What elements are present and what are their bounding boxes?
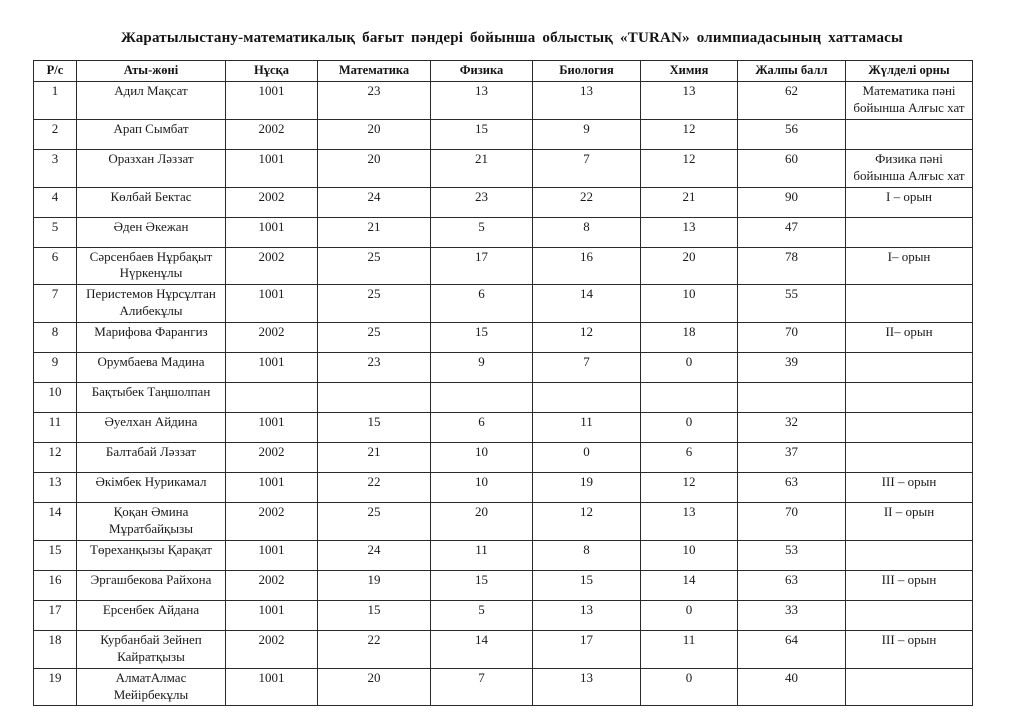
table-cell: Математика пәні бойынша Алғыс хат	[846, 82, 973, 120]
table-cell: 2	[34, 119, 77, 149]
table-cell: II– орын	[846, 323, 973, 353]
table-cell: 1001	[226, 149, 318, 187]
table-cell: 63	[738, 570, 846, 600]
table-row	[34, 323, 973, 353]
table-cell: Сәрсенбаев Нұрбақыт Нүркенұлы	[77, 247, 226, 285]
table-cell: 12	[641, 149, 738, 187]
table-row	[34, 149, 973, 187]
table-cell: Оразхан Ләззат	[77, 149, 226, 187]
table-cell: 10	[641, 285, 738, 323]
table-cell: 13	[34, 473, 77, 503]
table-cell: Адил Мақсат	[77, 82, 226, 120]
table-cell: 2002	[226, 323, 318, 353]
table-cell: 2002	[226, 503, 318, 541]
column-header-2: Нұсқа	[226, 61, 318, 82]
table-cell: 1001	[226, 540, 318, 570]
table-cell: III – орын	[846, 570, 973, 600]
table-cell: 2002	[226, 119, 318, 149]
table-cell: Төреханқызы Қарақат	[77, 540, 226, 570]
table-cell: 2002	[226, 247, 318, 285]
table-cell: 78	[738, 247, 846, 285]
table-cell: 23	[431, 187, 533, 217]
table-cell	[846, 540, 973, 570]
olympiad-results-table	[33, 60, 973, 706]
table-cell: 12	[533, 323, 641, 353]
table-cell: Эргашбекова Райхона	[77, 570, 226, 600]
table-cell: 20	[318, 119, 431, 149]
table-cell: 63	[738, 473, 846, 503]
table-cell: Әкімбек Нурикамал	[77, 473, 226, 503]
table-cell: 6	[431, 413, 533, 443]
table-cell: 23	[318, 82, 431, 120]
table-cell	[846, 119, 973, 149]
table-cell: 11	[533, 413, 641, 443]
table-cell: 11	[431, 540, 533, 570]
table-cell	[846, 217, 973, 247]
table-cell: 13	[641, 217, 738, 247]
table-cell: Балтабай Ләззат	[77, 443, 226, 473]
table-cell: 33	[738, 600, 846, 630]
table-cell: 9	[533, 119, 641, 149]
table-row	[34, 540, 973, 570]
table-cell: 13	[533, 668, 641, 706]
table-cell: 13	[641, 82, 738, 120]
column-header-8: Жүлделі орны	[846, 61, 973, 82]
table-cell: 22	[533, 187, 641, 217]
table-cell: 0	[641, 668, 738, 706]
table-cell: 23	[318, 353, 431, 383]
table-cell: 32	[738, 413, 846, 443]
table-cell: I – орын	[846, 187, 973, 217]
table-cell: Перистемов Нұрсұлтан Алибекұлы	[77, 285, 226, 323]
table-cell: 15	[533, 570, 641, 600]
table-cell: 4	[34, 187, 77, 217]
table-row	[34, 443, 973, 473]
table-cell: 15	[431, 323, 533, 353]
table-cell: 22	[318, 630, 431, 668]
table-cell: Бақтыбек Таңшолпан	[77, 383, 226, 413]
table-cell: 15	[431, 570, 533, 600]
table-cell: 17	[533, 630, 641, 668]
table-row	[34, 285, 973, 323]
table-cell: 20	[641, 247, 738, 285]
table-cell: 40	[738, 668, 846, 706]
table-cell: 15	[318, 600, 431, 630]
table-cell: 12	[34, 443, 77, 473]
table-cell: 7	[533, 149, 641, 187]
table-cell	[846, 668, 973, 706]
table-cell	[226, 383, 318, 413]
table-cell: 8	[533, 540, 641, 570]
table-cell: 7	[431, 668, 533, 706]
table-cell: 15	[431, 119, 533, 149]
table-cell: 11	[34, 413, 77, 443]
table-cell: 2002	[226, 187, 318, 217]
table-cell: 14	[34, 503, 77, 541]
table-cell	[846, 443, 973, 473]
table-cell: 7	[34, 285, 77, 323]
table-body	[34, 82, 973, 706]
table-cell: 1001	[226, 413, 318, 443]
table-cell: II – орын	[846, 503, 973, 541]
table-cell	[846, 353, 973, 383]
table-cell	[846, 600, 973, 630]
table-cell: 12	[533, 503, 641, 541]
table-cell: 20	[318, 149, 431, 187]
table-cell: 13	[533, 600, 641, 630]
table-cell: 55	[738, 285, 846, 323]
table-cell: 6	[641, 443, 738, 473]
table-cell: Көлбай Бектас	[77, 187, 226, 217]
table-cell: 13	[641, 503, 738, 541]
table-cell: 20	[431, 503, 533, 541]
table-cell: 60	[738, 149, 846, 187]
table-row	[34, 473, 973, 503]
table-cell: 56	[738, 119, 846, 149]
table-cell	[846, 383, 973, 413]
table-row	[34, 187, 973, 217]
table-cell: 21	[431, 149, 533, 187]
table-cell: Ерсенбек Айдана	[77, 600, 226, 630]
table-cell: 47	[738, 217, 846, 247]
table-cell: 5	[34, 217, 77, 247]
table-cell: 14	[431, 630, 533, 668]
table-cell	[738, 383, 846, 413]
table-cell: 39	[738, 353, 846, 383]
table-cell	[846, 285, 973, 323]
table-cell: 19	[34, 668, 77, 706]
table-cell: 62	[738, 82, 846, 120]
table-cell: 11	[641, 630, 738, 668]
table-cell: 6	[34, 247, 77, 285]
table-cell: 16	[533, 247, 641, 285]
table-cell: III – орын	[846, 473, 973, 503]
table-cell: 15	[34, 540, 77, 570]
table-cell: 5	[431, 600, 533, 630]
table-cell: 8	[34, 323, 77, 353]
table-cell: 1001	[226, 600, 318, 630]
column-header-5: Биология	[533, 61, 641, 82]
table-cell: 1001	[226, 353, 318, 383]
column-header-1: Аты-жөні	[77, 61, 226, 82]
table-cell: 5	[431, 217, 533, 247]
table-cell: 15	[318, 413, 431, 443]
table-cell: 10	[431, 443, 533, 473]
table-cell: 24	[318, 540, 431, 570]
column-header-6: Химия	[641, 61, 738, 82]
table-row	[34, 413, 973, 443]
table-cell: 25	[318, 323, 431, 353]
table-cell: 14	[641, 570, 738, 600]
table-cell: 25	[318, 247, 431, 285]
table-row	[34, 630, 973, 668]
table-cell: 17	[431, 247, 533, 285]
table-cell: I– орын	[846, 247, 973, 285]
table-cell: 0	[641, 353, 738, 383]
table-cell: 20	[318, 668, 431, 706]
table-cell	[431, 383, 533, 413]
table-cell	[318, 383, 431, 413]
table-cell: 12	[641, 119, 738, 149]
table-cell: 37	[738, 443, 846, 473]
table-cell: 10	[34, 383, 77, 413]
table-cell: Физика пәні бойынша Алғыс хат	[846, 149, 973, 187]
table-cell: 90	[738, 187, 846, 217]
table-cell	[846, 413, 973, 443]
table-cell: 18	[641, 323, 738, 353]
table-cell	[533, 383, 641, 413]
column-header-4: Физика	[431, 61, 533, 82]
table-cell: 70	[738, 323, 846, 353]
table-cell: 1001	[226, 473, 318, 503]
table-cell: 18	[34, 630, 77, 668]
table-cell: Қоқан Әмина Мұратбайқызы	[77, 503, 226, 541]
table-cell: III – орын	[846, 630, 973, 668]
table-cell: 22	[318, 473, 431, 503]
column-header-0: Р/с	[34, 61, 77, 82]
table-cell: 53	[738, 540, 846, 570]
table-cell: 64	[738, 630, 846, 668]
table-header-row	[34, 61, 973, 82]
table-cell: 17	[34, 600, 77, 630]
table-row	[34, 82, 973, 120]
table-row	[34, 570, 973, 600]
table-cell: 9	[431, 353, 533, 383]
table-cell: 2002	[226, 443, 318, 473]
table-cell: 1001	[226, 217, 318, 247]
table-cell: 0	[641, 413, 738, 443]
page-title: Жаратылыстану-математикалық бағыт пәндері бойынша облыстық «TURAN» олимпиадасының хаттамасы	[121, 30, 903, 46]
table-row	[34, 600, 973, 630]
table-cell: Арап Сымбат	[77, 119, 226, 149]
table-row	[34, 353, 973, 383]
table-cell: 1001	[226, 82, 318, 120]
table-cell: 12	[641, 473, 738, 503]
table-row	[34, 668, 973, 706]
table-cell: 0	[533, 443, 641, 473]
table-cell: 9	[34, 353, 77, 383]
table-cell: Курбанбай Зейнеп Кайратқызы	[77, 630, 226, 668]
table-row	[34, 119, 973, 149]
table-row	[34, 217, 973, 247]
table-cell: 7	[533, 353, 641, 383]
table-cell: 13	[533, 82, 641, 120]
table-cell: Орумбаева Мадина	[77, 353, 226, 383]
table-cell: 16	[34, 570, 77, 600]
table-cell: 2002	[226, 570, 318, 600]
table-cell: 2002	[226, 630, 318, 668]
table-cell: 13	[431, 82, 533, 120]
table-cell: 6	[431, 285, 533, 323]
table-cell: 10	[641, 540, 738, 570]
column-header-7: Жалпы балл	[738, 61, 846, 82]
column-header-3: Математика	[318, 61, 431, 82]
table-cell: 25	[318, 285, 431, 323]
table-cell: Әден Әкежан	[77, 217, 226, 247]
table-cell: 19	[533, 473, 641, 503]
table-cell: 1001	[226, 285, 318, 323]
table-cell: 0	[641, 600, 738, 630]
table-row	[34, 247, 973, 285]
table-cell: АлматАлмас Мейірбекұлы	[77, 668, 226, 706]
table-cell: 1001	[226, 668, 318, 706]
table-cell: 3	[34, 149, 77, 187]
table-cell: 10	[431, 473, 533, 503]
table-cell: 19	[318, 570, 431, 600]
table-cell: Әуелхан Айдина	[77, 413, 226, 443]
table-cell: 21	[318, 217, 431, 247]
table-row	[34, 503, 973, 541]
table-cell: 14	[533, 285, 641, 323]
table-row	[34, 383, 973, 413]
table-cell: 21	[641, 187, 738, 217]
table-cell: Марифова Фарангиз	[77, 323, 226, 353]
table-cell: 21	[318, 443, 431, 473]
table-cell	[641, 383, 738, 413]
table-cell: 25	[318, 503, 431, 541]
table-cell: 1	[34, 82, 77, 120]
table-cell: 70	[738, 503, 846, 541]
table-cell: 24	[318, 187, 431, 217]
table-cell: 8	[533, 217, 641, 247]
